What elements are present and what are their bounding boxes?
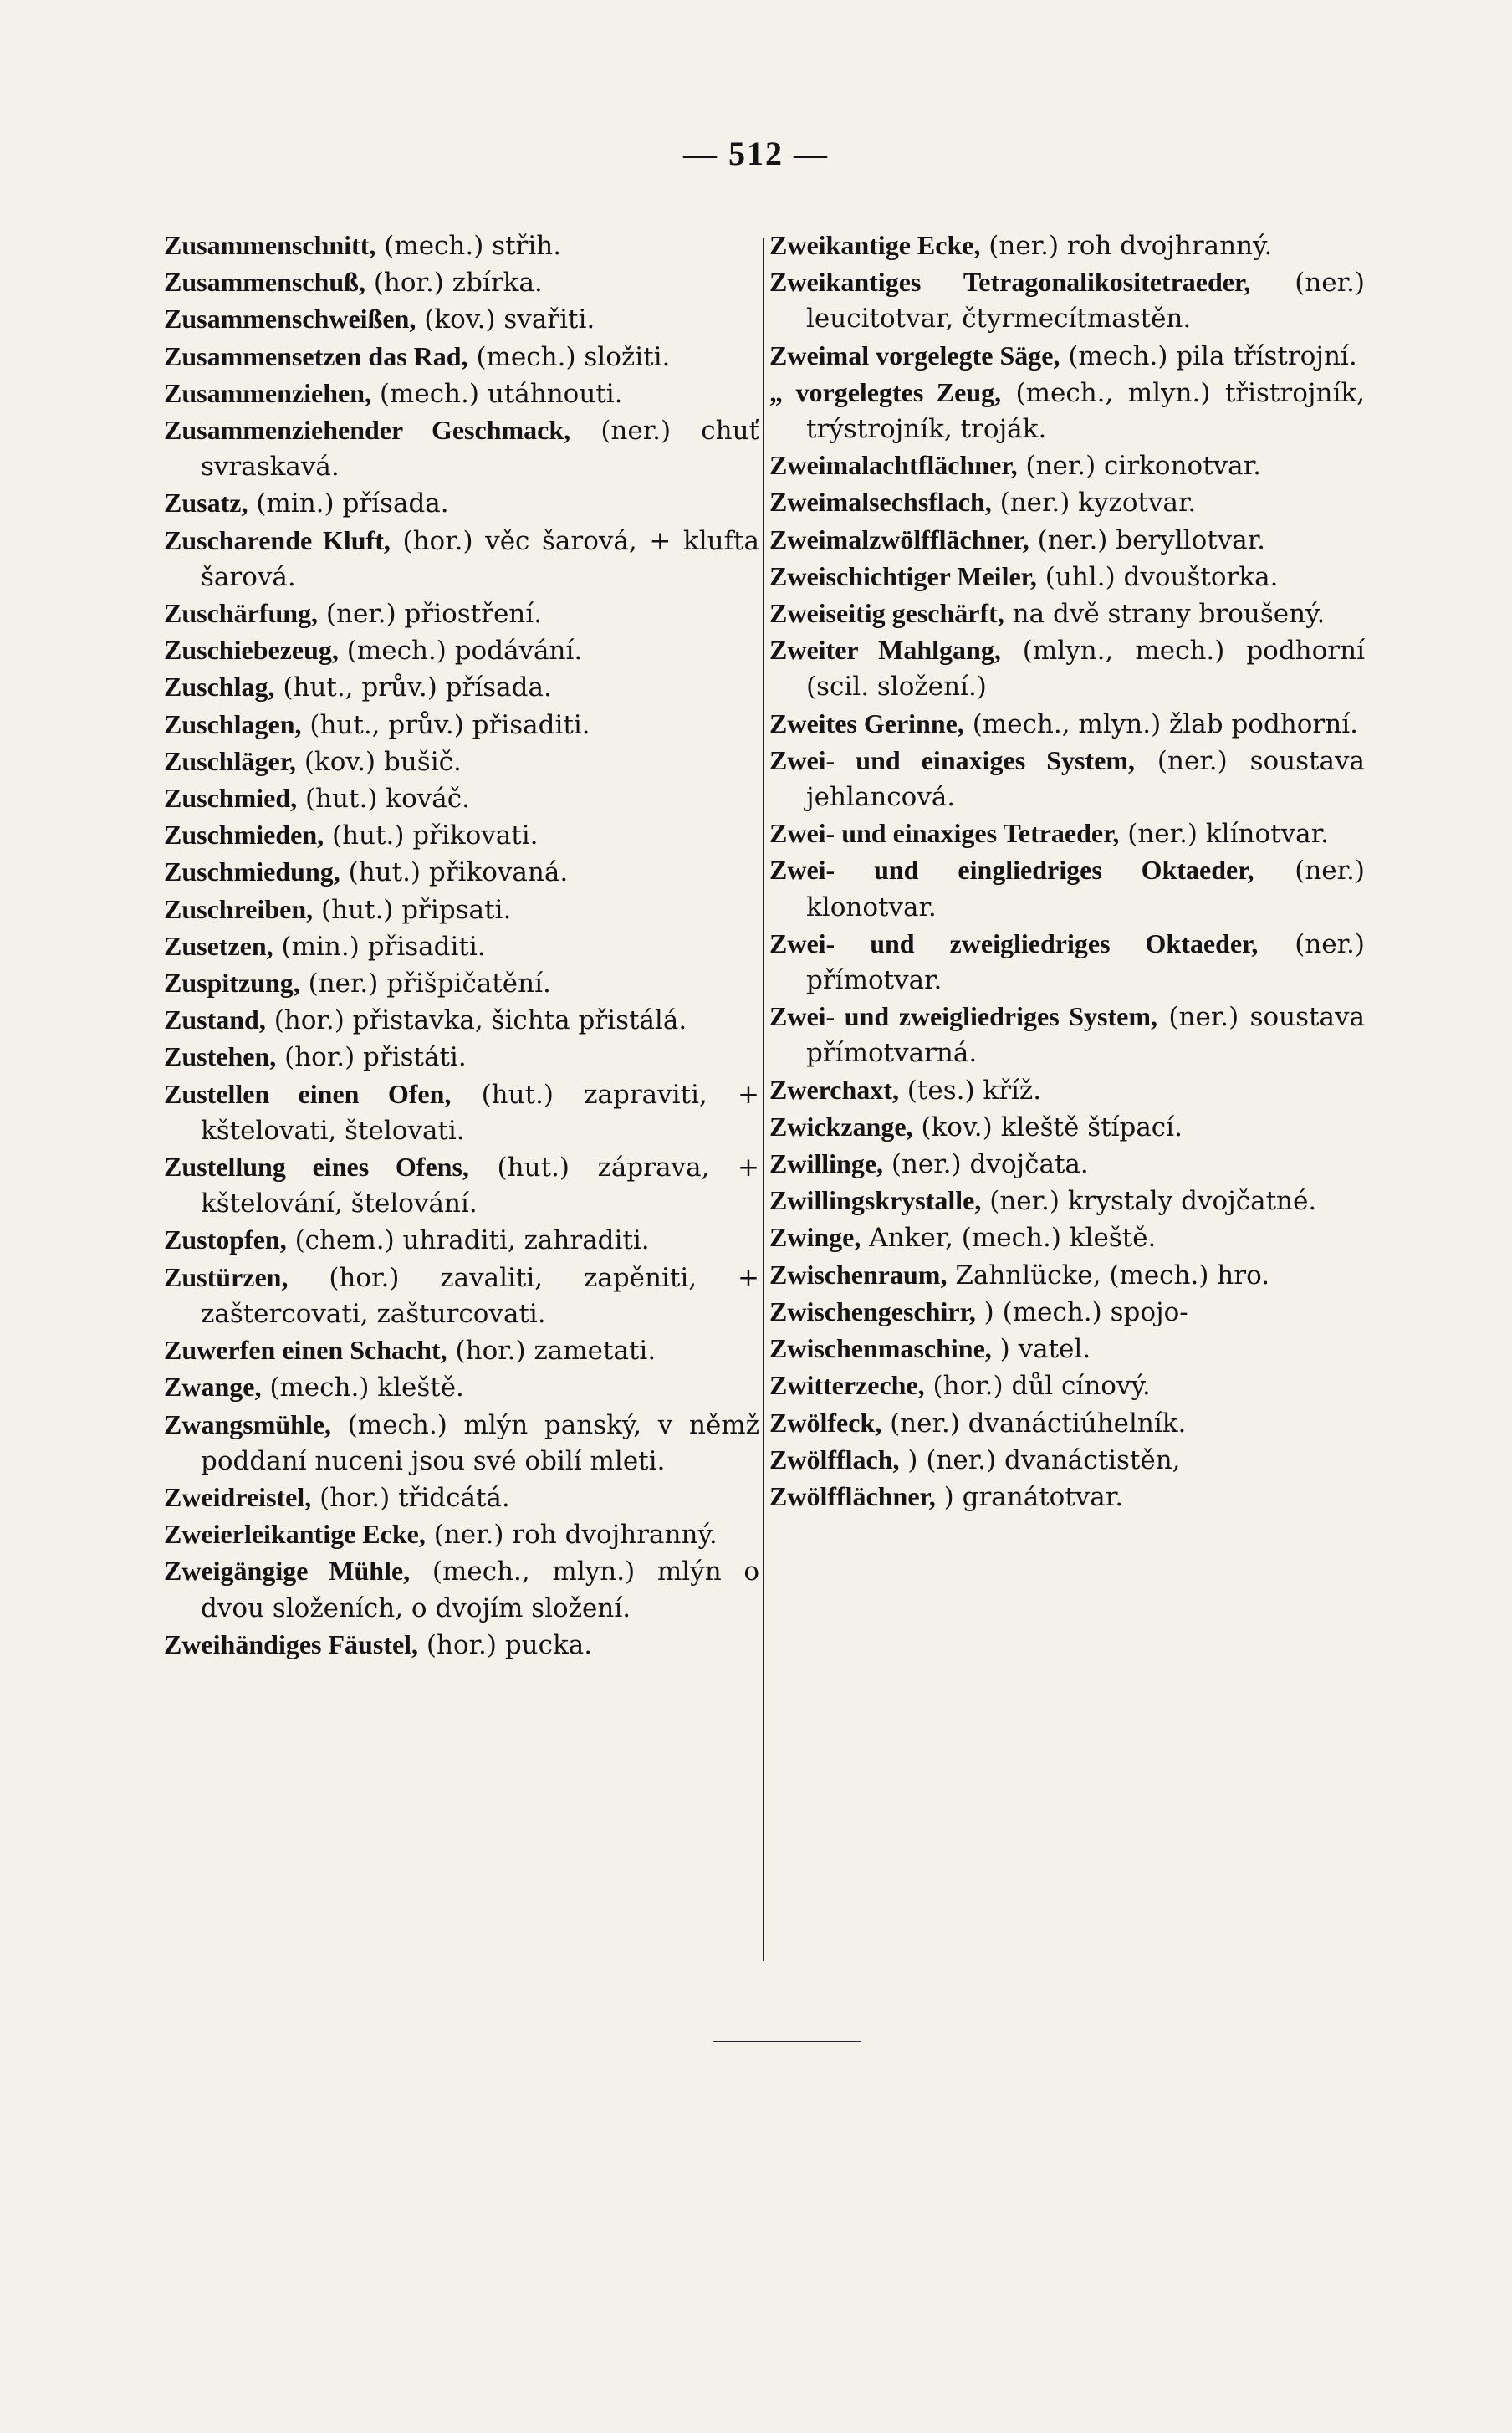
dictionary-entry — [769, 706, 1365, 743]
entry-gloss: (ner.) soustava jehlancová. — [806, 745, 1365, 813]
dictionary-entry — [769, 1257, 1365, 1294]
dictionary-entry — [164, 1627, 759, 1664]
dictionary-entry — [769, 852, 1365, 925]
dictionary-entry — [769, 559, 1365, 595]
entry-gloss: ) granátotvar. — [943, 1481, 1124, 1512]
entry-gloss: (mech.) pila třístrojní. — [1068, 340, 1357, 371]
entry-headword: Zusammenziehen, — [164, 377, 371, 408]
entry-gloss: (ner.) přímotvar. — [806, 928, 1365, 996]
entry-headword: Zwischenraum, — [769, 1259, 948, 1290]
dictionary-entry — [769, 227, 1365, 264]
dictionary-entry — [164, 744, 759, 780]
dictionary-entry — [164, 1553, 759, 1626]
entry-gloss: (mech.) utáhnouti. — [379, 378, 623, 409]
page-number: — 512 — — [683, 135, 829, 172]
entry-gloss: (hor.) zavaliti, zapěniti, + zaštercovati, zašturcovati. — [201, 1262, 759, 1329]
dictionary-entry — [164, 854, 759, 891]
entry-gloss: (ner.) chuť svraskavá. — [201, 416, 759, 483]
entry-gloss: (hor.) přistavka, šichta přistálá. — [273, 1005, 687, 1036]
entry-headword: Zustand, — [164, 1004, 266, 1035]
entry-gloss: (ner.) přiostření. — [325, 599, 543, 630]
entry-headword: Zwei- und einaxiges Tetraeder, — [769, 818, 1120, 849]
dictionary-entry — [164, 1480, 759, 1516]
entry-gloss: (hut., prův.) přisaditi. — [309, 709, 590, 740]
entry-headword: Zuspitzung, — [164, 968, 300, 999]
entry-headword: Zwillinge, — [769, 1148, 884, 1179]
entry-headword: Zusetzen, — [164, 930, 273, 961]
entry-headword: Zwischenmaschine, — [769, 1333, 992, 1364]
dictionary-entry — [164, 1369, 759, 1406]
entry-gloss: na dvě strany broušený. — [1012, 599, 1326, 630]
entry-gloss: (hut.) zapraviti, + kštelovati, štelovati. — [201, 1079, 759, 1146]
entry-headword: Zwillingskrystalle, — [769, 1185, 982, 1216]
entry-gloss: (ner.) kyzotvar. — [999, 488, 1197, 519]
dictionary-entry — [769, 1405, 1365, 1442]
column-divider — [763, 238, 764, 1961]
dictionary-entry — [164, 301, 759, 338]
entry-gloss: (hor.) pucka. — [426, 1629, 593, 1660]
entry-gloss: (ner.) dvojčata. — [891, 1149, 1089, 1180]
entry-headword: Zuschärfung, — [164, 598, 319, 629]
entry-headword: Zweidreistel, — [164, 1481, 312, 1512]
right-column — [769, 227, 1365, 1516]
dictionary-entry — [164, 669, 759, 706]
entry-gloss: (ner.) leucitotvar, čtyrmecítmastěn. — [806, 268, 1365, 335]
entry-gloss: (ner.) klínotvar. — [1127, 819, 1329, 850]
entry-gloss: (mech.) kleště. — [269, 1372, 464, 1403]
entry-gloss: (hut.) kováč. — [305, 784, 470, 815]
entry-gloss: (mech., mlyn.) mlýn o dvou složeních, o dvojím složení. — [201, 1556, 760, 1623]
entry-headword: Zuschiebezeug, — [164, 635, 339, 666]
dictionary-entry — [769, 1294, 1365, 1331]
dictionary-entry — [769, 264, 1365, 337]
dictionary-entry — [769, 926, 1365, 999]
dictionary-entry — [164, 1332, 759, 1369]
dictionary-entry — [164, 780, 759, 817]
dictionary-entry — [164, 339, 759, 376]
dictionary-entry — [769, 1072, 1365, 1109]
entry-headword: Zwinge, — [769, 1222, 861, 1253]
entry-gloss: (chem.) uhraditi, zahraditi. — [294, 1225, 650, 1256]
dictionary-entry — [164, 523, 759, 595]
dictionary-entry — [164, 1516, 759, 1553]
dictionary-entry — [164, 1149, 759, 1222]
entry-headword: Zusatz, — [164, 488, 248, 519]
dictionary-entry — [164, 376, 759, 412]
entry-gloss: Anker, (mech.) kleště. — [869, 1223, 1157, 1254]
entry-gloss: (hor.) důl cínový. — [932, 1371, 1151, 1402]
entry-gloss: (hor.) zbírka. — [373, 268, 543, 299]
dictionary-entry — [769, 1109, 1365, 1146]
bottom-rule — [713, 2041, 861, 2042]
entry-headword: Zwickzange, — [769, 1111, 913, 1142]
entry-headword: Zusammenziehender Geschmack, — [164, 415, 571, 446]
entry-gloss: (mech.) podávání. — [346, 636, 583, 667]
entry-headword: Zustellen einen Ofen, — [164, 1078, 452, 1109]
entry-headword: Zustellung eines Ofens, — [164, 1152, 469, 1183]
entry-headword: Zweiter Mahlgang, — [769, 635, 1001, 666]
entry-headword: Zuschmied, — [164, 783, 298, 814]
dictionary-entry — [769, 1479, 1365, 1516]
entry-gloss: (mech., mlyn.) žlab podhorní. — [972, 708, 1358, 739]
entry-headword: Zuscharende Kluft, — [164, 524, 391, 555]
entry-gloss: (kov.) bušič. — [304, 746, 462, 777]
dictionary-entry — [164, 485, 759, 522]
entry-gloss: (mech.) střih. — [384, 231, 562, 261]
entry-headword: Zustürzen, — [164, 1261, 289, 1292]
dictionary-entry — [769, 815, 1365, 852]
dictionary-entry — [769, 1219, 1365, 1256]
entry-headword: Zwölfflach, — [769, 1444, 900, 1475]
dictionary-entry — [769, 447, 1365, 484]
entry-gloss: (mlyn., mech.) podhorní (scil. složení.) — [806, 636, 1366, 703]
entry-gloss: ) vatel. — [999, 1334, 1091, 1365]
entry-gloss: (mech., mlyn.) třistrojník, trýstrojník, troják. — [806, 377, 1365, 445]
dictionary-entry — [164, 264, 759, 301]
dictionary-entry — [769, 632, 1365, 705]
entry-headword: Zwitterzeche, — [769, 1370, 925, 1401]
entry-gloss: (mech.) složiti. — [476, 341, 671, 372]
entry-headword: Zusammenschweißen, — [164, 304, 416, 335]
entry-headword: Zweischichtiger Meiler, — [769, 560, 1037, 591]
entry-headword: Zusammenschnitt, — [164, 230, 376, 260]
left-column — [164, 227, 759, 1664]
entry-headword: Zusammensetzen das Rad, — [164, 340, 468, 371]
dictionary-entry — [164, 632, 759, 669]
entry-headword: Zwerchaxt, — [769, 1074, 899, 1105]
dictionary-entry — [164, 928, 759, 965]
entry-headword: Zwischengeschirr, — [769, 1296, 976, 1326]
dictionary-entry — [164, 412, 759, 485]
dictionary-entry — [164, 595, 759, 632]
dictionary-entry — [164, 1076, 759, 1149]
entry-gloss: (kov.) svařiti. — [424, 304, 595, 335]
entry-gloss: (kov.) kleště štípací. — [921, 1112, 1183, 1142]
dictionary-entry — [769, 1442, 1365, 1479]
entry-headword: Zuwerfen einen Schacht, — [164, 1335, 447, 1366]
dictionary-entry — [769, 743, 1365, 815]
entry-gloss: (hut.) přikovati. — [332, 820, 539, 851]
entry-headword: Zwangsmühle, — [164, 1408, 332, 1439]
entry-gloss: (ner.) soustava přímotvarná. — [806, 1002, 1365, 1069]
entry-headword: „ vorgelegtes Zeug, — [769, 376, 1002, 407]
entry-headword: Zweihändiges Fäustel, — [164, 1628, 419, 1659]
dictionary-entry — [769, 338, 1365, 375]
entry-gloss: (hor.) zametati. — [455, 1336, 656, 1367]
entry-headword: Zuschlagen, — [164, 708, 302, 739]
entry-gloss: (ner.) dvanáctiúhelník. — [890, 1408, 1187, 1439]
entry-headword: Zusammenschuß, — [164, 267, 365, 298]
dictionary-entry — [164, 1407, 759, 1480]
entry-headword: Zwei- und einaxiges System, — [769, 744, 1135, 775]
entry-gloss: (hut.) přikovaná. — [348, 857, 569, 888]
entry-gloss: (ner.) klonotvar. — [806, 856, 1366, 923]
dictionary-entry — [769, 1183, 1365, 1219]
entry-headword: Zuschmieden, — [164, 820, 324, 851]
entry-gloss: ) (ner.) dvanáctistěn, — [907, 1444, 1181, 1475]
entry-headword: Zwange, — [164, 1372, 262, 1403]
entry-gloss: (hut.) připsati. — [320, 894, 512, 925]
dictionary-entry — [164, 965, 759, 1002]
entry-headword: Zwölfeck, — [769, 1407, 882, 1438]
entry-gloss: (ner.) beryllotvar. — [1037, 524, 1265, 555]
entry-gloss: (hor.) přistáti. — [284, 1042, 467, 1073]
entry-headword: Zwölfflächner, — [769, 1480, 936, 1511]
entry-gloss: (tes.) kříž. — [907, 1075, 1042, 1106]
entry-headword: Zuschreiben, — [164, 893, 314, 924]
entry-headword: Zweierleikantige Ecke, — [164, 1519, 426, 1550]
entry-gloss: (min.) přísada. — [256, 488, 449, 519]
entry-headword: Zuschläger, — [164, 745, 296, 776]
dictionary-entry — [769, 1146, 1365, 1183]
dictionary-entry — [164, 1260, 759, 1332]
entry-headword: Zweimal vorgelegte Säge, — [769, 340, 1060, 371]
entry-headword: Zweimalsechsflach, — [769, 487, 992, 518]
entry-headword: Zuschlag, — [164, 672, 275, 703]
entry-gloss: (uhl.) dvouštorka. — [1045, 561, 1279, 592]
entry-headword: Zweimalzwölfflächner, — [769, 524, 1029, 555]
entry-gloss: (hor.) třidcátá. — [319, 1482, 510, 1513]
entry-gloss: (hut., prův.) přísada. — [283, 672, 552, 703]
entry-gloss: (ner.) přišpičatění. — [308, 969, 551, 999]
dictionary-entry — [769, 999, 1365, 1071]
dictionary-entry — [769, 375, 1365, 447]
entry-gloss: ) (mech.) spojo- — [983, 1296, 1188, 1327]
entry-headword: Zweites Gerinne, — [769, 708, 964, 739]
entry-headword: Zweigängige Mühle, — [164, 1556, 411, 1587]
entry-headword: Zweimalachtflächner, — [769, 450, 1018, 481]
entry-headword: Zustehen, — [164, 1041, 277, 1072]
dictionary-entry — [164, 1039, 759, 1076]
entry-gloss: (ner.) krystaly dvojčatné. — [989, 1186, 1317, 1217]
dictionary-entry — [164, 1002, 759, 1039]
entry-headword: Zwei- und eingliedriges Oktaeder, — [769, 855, 1254, 886]
dictionary-entry — [769, 522, 1365, 559]
entry-gloss: (ner.) roh dvojhranný. — [988, 231, 1273, 261]
entry-headword: Zweikantiges Tetragonalikositetraeder, — [769, 267, 1251, 298]
dictionary-entry — [164, 892, 759, 928]
entry-headword: Zuschmiedung, — [164, 856, 340, 887]
dictionary-entry — [769, 1367, 1365, 1404]
dictionary-entry — [164, 707, 759, 744]
dictionary-entry — [769, 1331, 1365, 1367]
dictionary-entry — [164, 1222, 759, 1259]
dictionary-entry — [164, 817, 759, 854]
entry-headword: Zwei- und zweigliedriges Oktaeder, — [769, 928, 1259, 958]
entry-headword: Zwei- und zweigliedriges System, — [769, 1001, 1157, 1032]
entry-headword: Zweikantige Ecke, — [769, 230, 981, 260]
entry-gloss: (ner.) cirkonotvar. — [1025, 451, 1261, 482]
entry-gloss: (ner.) roh dvojhranný. — [433, 1520, 718, 1551]
dictionary-entry — [769, 484, 1365, 521]
dictionary-entry — [769, 595, 1365, 632]
entry-gloss: (hor.) věc šarová, + klufta šarová. — [201, 525, 760, 592]
entry-headword: Zweiseitig geschärft, — [769, 598, 1004, 629]
dictionary-entry — [164, 227, 759, 264]
entry-gloss: Zahnlücke, (mech.) hro. — [955, 1260, 1270, 1291]
entry-gloss: (min.) přisaditi. — [281, 931, 486, 962]
entry-gloss: (mech.) mlýn panský, v němž poddaní nuceni jsou své obilí mleti. — [201, 1409, 759, 1476]
entry-headword: Zustopfen, — [164, 1224, 287, 1255]
entry-gloss: (hut.) záprava, + kštelování, štelování. — [201, 1153, 760, 1219]
